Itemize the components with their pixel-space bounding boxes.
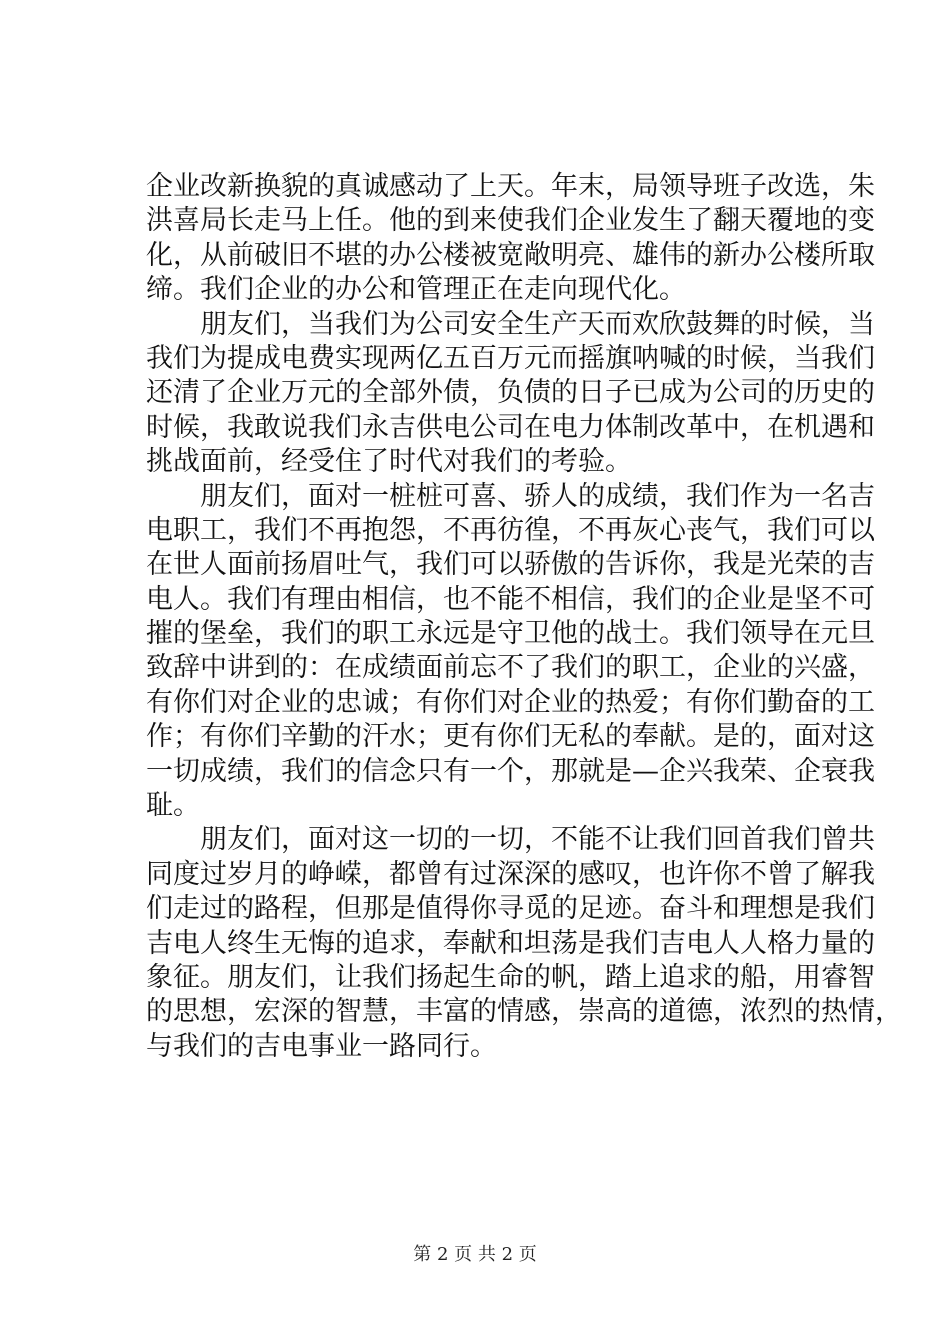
text-line: 吉电人终生无悔的追求，奉献和坦荡是我们吉电人人格力量的 bbox=[146, 927, 875, 959]
text-line: 洪喜局长走马上任。他的到来使我们企业发生了翻天覆地的变 bbox=[146, 205, 875, 237]
text-line: 朋友们，面对一桩桩可喜、骄人的成绩，我们作为一名吉 bbox=[146, 480, 875, 512]
text-line: 同度过岁月的峥嵘，都曾有过深深的感叹，也许你不曾了解我 bbox=[146, 858, 875, 890]
text-line: 朋友们，当我们为公司安全生产天而欢欣鼓舞的时候，当 bbox=[146, 308, 875, 340]
text-line: 作；有你们辛勤的汗水；更有你们无私的奉献。是的，面对这 bbox=[146, 721, 875, 753]
text-line: 有你们对企业的忠诚；有你们对企业的热爱；有你们勤奋的工 bbox=[146, 686, 875, 718]
text-line: 化，从前破旧不堪的办公楼被宽敞明亮、雄伟的新办公楼所取 bbox=[146, 239, 875, 271]
text-line: 的思想，宏深的智慧，丰富的情感，崇高的道德，浓烈的热情， bbox=[146, 996, 902, 1028]
text-line: 们走过的路程，但那是值得你寻觅的足迹。奋斗和理想是我们 bbox=[146, 893, 875, 925]
text-line: 电人。我们有理由相信，也不能不相信，我们的企业是坚不可 bbox=[146, 583, 875, 615]
text-line: 企业改新换貌的真诚感动了上天。年末，局领导班子改选，朱 bbox=[146, 171, 875, 202]
page-footer: 第 2 页 共 2 页 bbox=[413, 1244, 537, 1265]
text-line: 摧的堡垒，我们的职工永远是守卫他的战士。我们领导在元旦 bbox=[146, 618, 875, 650]
text-line: 朋友们，面对这一切的一切，不能不让我们回首我们曾共 bbox=[146, 824, 875, 856]
text-line: 致辞中讲到的：在成绩面前忘不了我们的职工，企业的兴盛， bbox=[146, 652, 875, 684]
text-line: 挑战面前，经受住了时代对我们的考验。 bbox=[146, 446, 632, 478]
text-line: 象征。朋友们，让我们扬起生命的帆，踏上追求的船，用睿智 bbox=[146, 961, 875, 993]
body-text bbox=[146, 170, 902, 1064]
text-line: 我们为提成电费实现两亿五百万元而摇旗呐喊的时候，当我们 bbox=[146, 342, 875, 374]
text-line: 在世人面前扬眉吐气，我们可以骄傲的告诉你，我是光荣的吉 bbox=[146, 549, 875, 581]
text-line: 与我们的吉电事业一路同行。 bbox=[146, 1030, 497, 1062]
text-line: 一切成绩，我们的信念只有一个，那就是—企兴我荣、企衰我 bbox=[146, 755, 875, 787]
text-line: 还清了企业万元的全部外债，负债的日子已成为公司的历史的 bbox=[146, 377, 875, 409]
text-line: 缔。我们企业的办公和管理正在走向现代化。 bbox=[146, 274, 686, 306]
text-line: 耻。 bbox=[146, 790, 200, 822]
text-line: 电职工，我们不再抱怨，不再彷徨，不再灰心丧气，我们可以 bbox=[146, 514, 875, 546]
text-line: 时候，我敢说我们永吉供电公司在电力体制改革中，在机遇和 bbox=[146, 411, 875, 443]
